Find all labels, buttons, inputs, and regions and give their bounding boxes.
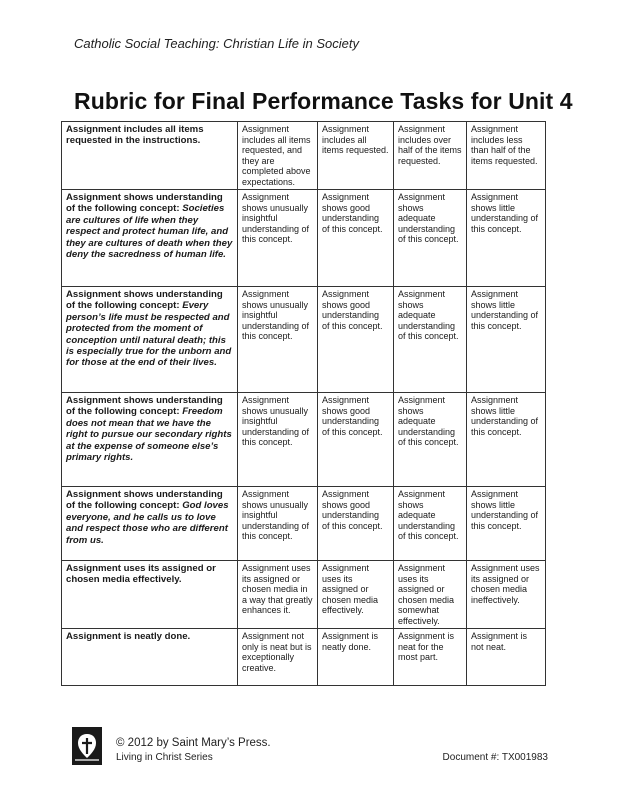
rubric-row-god-loves-everyone [62, 487, 546, 561]
level-proficient: Assignment is neatly done. [318, 629, 394, 686]
series-name: Living in Christ Series [116, 752, 213, 763]
level-beginning: Assignment uses its assigned or chosen media ineffectively. [467, 561, 546, 629]
criterion-lead: Assignment shows understanding of the following concept: [66, 489, 223, 512]
level-beginning: Assignment shows little understanding of this concept. [467, 190, 546, 287]
level-beginning: Assignment includes less than half of the items requested. [467, 122, 546, 190]
level-proficient: Assignment uses its assigned or chosen media effectively. [318, 561, 394, 629]
criterion-cell [62, 190, 238, 287]
criterion-lead: Assignment shows understanding of the following concept: [66, 192, 223, 215]
level-exemplary: Assignment not only is neat but is exceptionally creative. [238, 629, 318, 686]
level-beginning: Assignment is not neat. [467, 629, 546, 686]
level-developing: Assignment is neat for the most part. [394, 629, 467, 686]
level-developing: Assignment shows adequate understanding of this concept. [394, 287, 467, 393]
rubric-row-cultures-of-life [62, 190, 546, 287]
criterion-cell [62, 561, 238, 629]
level-beginning: Assignment shows little understanding of this concept. [467, 393, 546, 487]
level-exemplary: Assignment shows unusually insightful understanding of this concept. [238, 287, 318, 393]
level-exemplary: Assignment shows unusually insightful understanding of this concept. [238, 190, 318, 287]
level-proficient: Assignment shows good understanding of this concept. [318, 487, 394, 561]
level-proficient: Assignment shows good understanding of this concept. [318, 393, 394, 487]
rubric-row-freedom [62, 393, 546, 487]
criterion-cell [62, 393, 238, 487]
rubric-row-all-items [62, 122, 546, 190]
criterion-lead: Assignment includes all items requested in the instructions. [66, 124, 204, 147]
rubric-row-neatness [62, 629, 546, 686]
level-developing: Assignment includes over half of the items requested. [394, 122, 467, 190]
level-developing: Assignment uses its assigned or chosen media somewhat effectively. [394, 561, 467, 629]
level-beginning: Assignment shows little understanding of this concept. [467, 487, 546, 561]
criterion-cell [62, 629, 238, 686]
criterion-concept: God loves everyone, and he calls us to love and respect those who are different from us. [66, 500, 229, 546]
criterion-concept: Every person’s life must be respected and protected from the moment of conception until natural death; this is especially true for the unborn and for those at the end of their lives. [66, 300, 232, 369]
level-proficient: Assignment includes all items requested. [318, 122, 394, 190]
rubric-row-media [62, 561, 546, 629]
criterion-concept: Freedom does not mean that we have the right to pursue our secondary rights at the expense of someone else’s primary rights. [66, 406, 232, 464]
level-developing: Assignment shows adequate understanding of this concept. [394, 393, 467, 487]
page-header: Catholic Social Teaching: Christian Life in Society [74, 36, 359, 51]
level-developing: Assignment shows adequate understanding of this concept. [394, 487, 467, 561]
criterion-cell [62, 122, 238, 190]
level-exemplary: Assignment shows unusually insightful understanding of this concept. [238, 393, 318, 487]
level-exemplary: Assignment includes all items requested, and they are completed above expectations. [238, 122, 318, 190]
saint-marys-press-logo-icon [72, 727, 102, 765]
level-proficient: Assignment shows good understanding of this concept. [318, 287, 394, 393]
criterion-lead: Assignment shows understanding of the following concept: [66, 289, 223, 312]
rubric-table [61, 121, 546, 686]
level-beginning: Assignment shows little understanding of this concept. [467, 287, 546, 393]
level-proficient: Assignment shows good understanding of this concept. [318, 190, 394, 287]
document-number: Document #: TX001983 [442, 752, 548, 763]
criterion-lead: Assignment shows understanding of the following concept: [66, 395, 223, 418]
criterion-cell [62, 487, 238, 561]
criterion-lead: Assignment is neatly done. [66, 631, 191, 642]
level-exemplary: Assignment uses its assigned or chosen media in a way that greatly enhances it. [238, 561, 318, 629]
copyright-notice: © 2012 by Saint Mary’s Press. [116, 737, 271, 749]
level-developing: Assignment shows adequate understanding of this concept. [394, 190, 467, 287]
rubric-row-life-respected [62, 287, 546, 393]
page-title: Rubric for Final Performance Tasks for Unit 4 [74, 88, 573, 114]
criterion-lead: Assignment uses its assigned or chosen media effectively. [66, 563, 216, 586]
level-exemplary: Assignment shows unusually insightful understanding of this concept. [238, 487, 318, 561]
criterion-cell [62, 287, 238, 393]
criterion-concept: Societies are cultures of life when they respect and protect human life, and they are cultures of death when they deny the sacredness of human life. [66, 203, 233, 261]
